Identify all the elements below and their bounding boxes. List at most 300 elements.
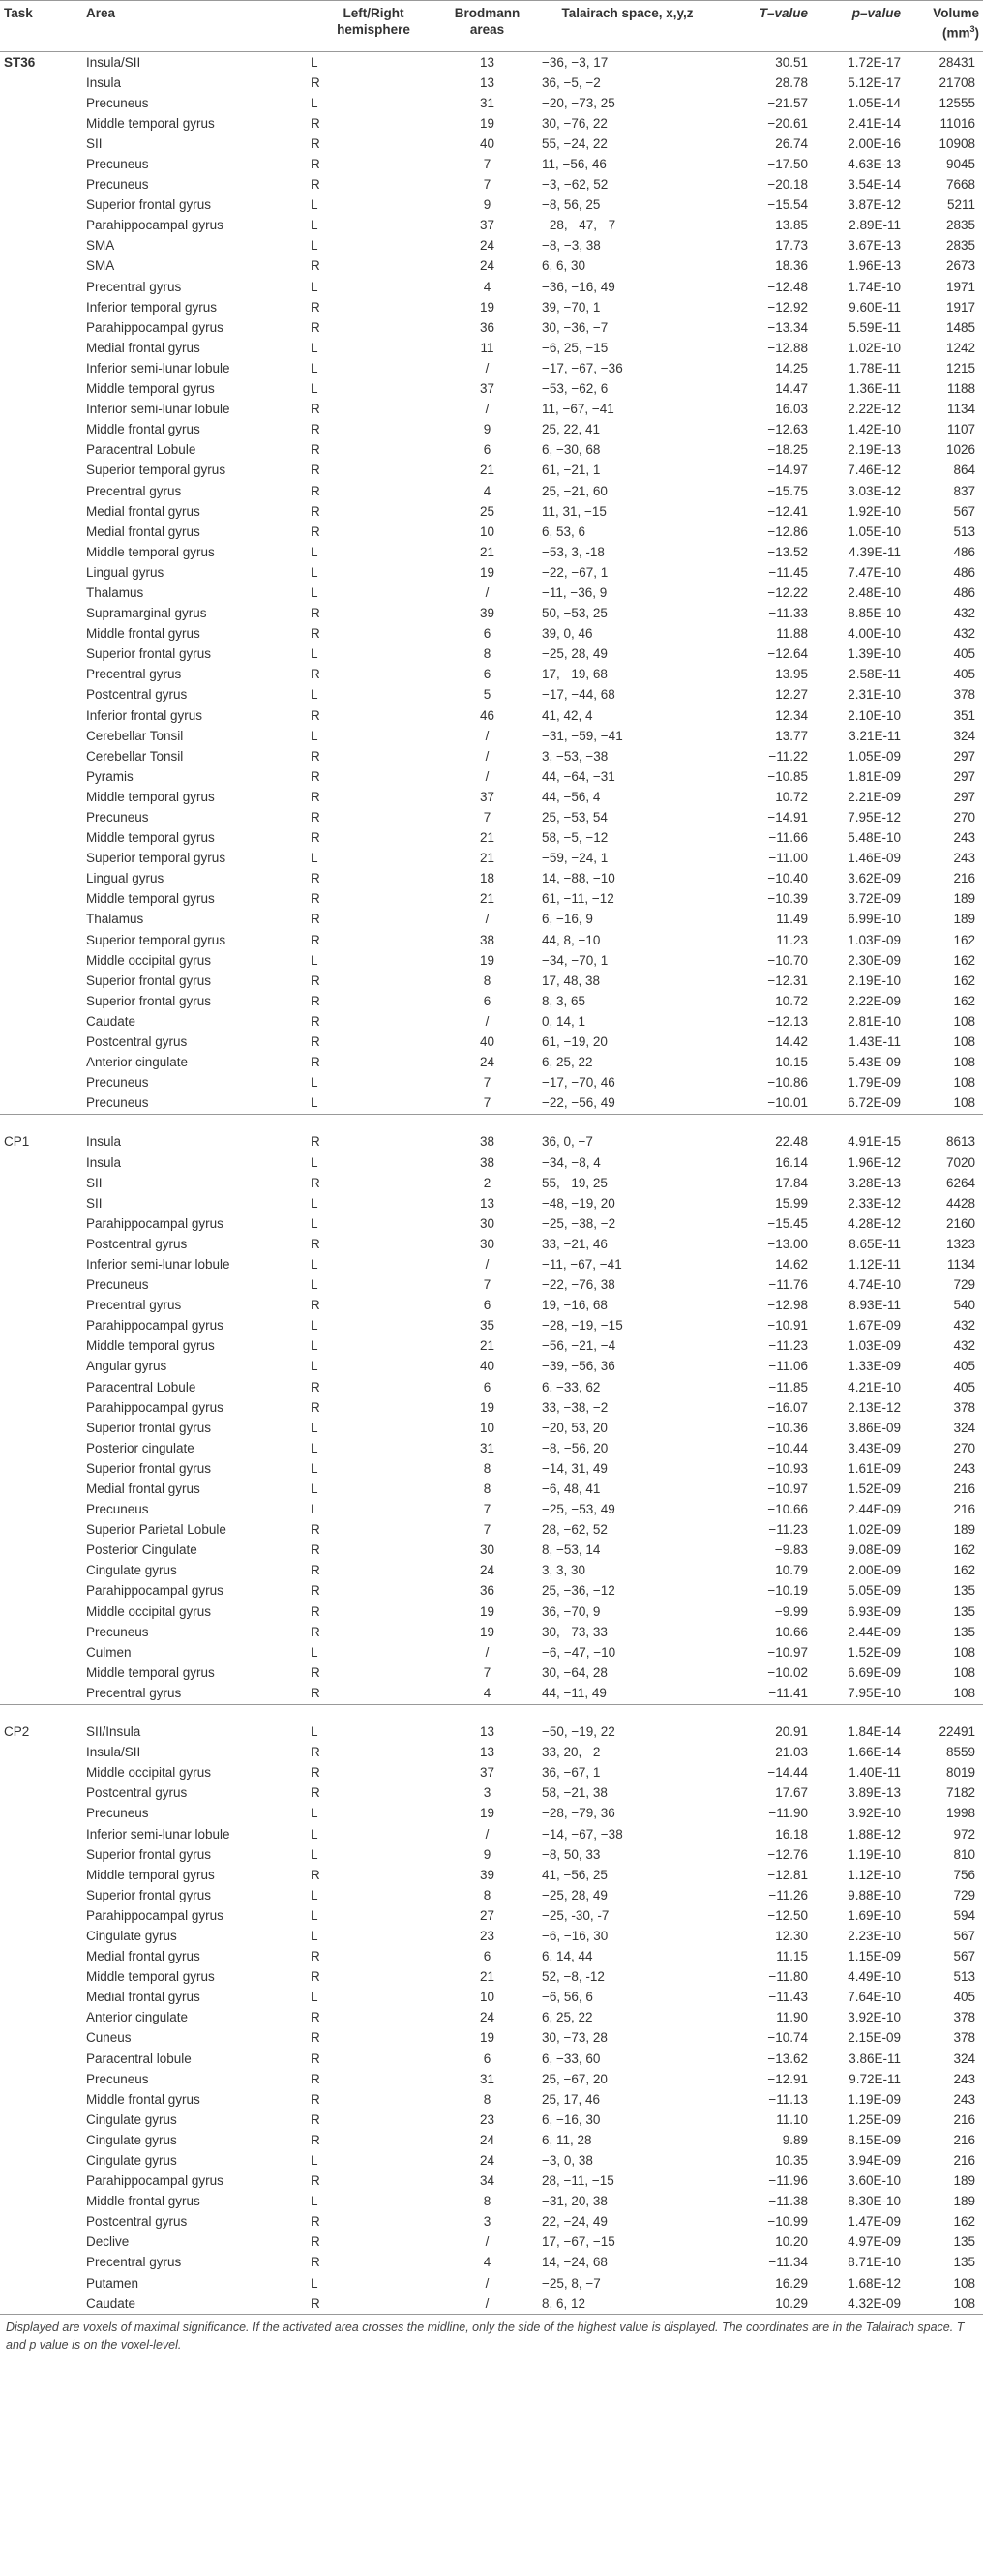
table-row [0, 2293, 983, 2315]
volume-cell: 486 [953, 544, 975, 559]
p-value-cell: 1.52E-09 [848, 1644, 901, 1660]
header-brodmann-line2: areas [469, 22, 505, 37]
volume-cell: 108 [905, 1093, 983, 1115]
brodmann-cell: 21 [479, 851, 495, 866]
hemisphere-cell: L [311, 1502, 318, 1517]
task-cell [0, 991, 82, 1011]
hemisphere-cell: R [311, 1867, 320, 1882]
hemisphere-cell: L [311, 1256, 318, 1272]
p-value-cell: 1.05E-14 [848, 95, 901, 110]
p-value-cell: 2.19E-10 [848, 973, 901, 988]
table-row [0, 1500, 983, 1520]
area-cell: Precuneus [86, 157, 149, 172]
p-value-cell: 2.44E-09 [848, 1624, 901, 1639]
t-value-cell: −11.26 [768, 1887, 808, 1902]
brodmann-cell: 6 [483, 1379, 492, 1394]
area-cell: Parahippocampal gyrus [86, 319, 223, 335]
talairach-cell: 61, −21, 1 [542, 463, 601, 478]
hemisphere-cell: R [311, 1583, 320, 1599]
table-row [0, 910, 983, 930]
volume-cell: 243 [953, 851, 975, 866]
volume-cell: 243 [953, 2091, 975, 2107]
p-value-cell: 2.22E-09 [848, 993, 901, 1008]
t-value-cell: −14.91 [767, 810, 808, 825]
hemisphere-cell: R [311, 2214, 320, 2230]
p-value-cell: 8.93E-11 [849, 1298, 901, 1313]
task-cell [0, 297, 82, 317]
t-value-cell: 10.29 [723, 2293, 812, 2315]
task-cell [0, 317, 82, 338]
t-value-cell: −15.45 [767, 1215, 808, 1231]
hemisphere-cell: R [311, 1785, 320, 1801]
task-cell [0, 1520, 82, 1541]
header-p-value [812, 1, 905, 52]
table-row [0, 2192, 983, 2212]
brodmann-cell: / [485, 2275, 490, 2291]
table-row [0, 1357, 983, 1377]
p-value-cell: 2.15E-09 [848, 2030, 901, 2046]
table-row [0, 1173, 983, 1193]
talairach-cell: 36, −70, 9 [542, 1603, 601, 1619]
area-cell: Supramarginal gyrus [86, 606, 207, 621]
t-value-cell: 14.42 [775, 1034, 808, 1050]
hemisphere-cell: R [311, 2091, 320, 2107]
p-value-cell: 3.60E-10 [848, 2173, 901, 2189]
p-value-cell: 3.94E-09 [848, 2153, 901, 2169]
p-value-cell: 2.23E-10 [848, 1928, 901, 1943]
p-value-cell: 1.74E-10 [848, 279, 901, 294]
t-value-cell: −11.80 [768, 1969, 808, 1985]
volume-cell: 2160 [945, 1215, 975, 1231]
table-row [0, 1153, 983, 1173]
t-value-cell: −16.07 [767, 1399, 808, 1415]
brodmann-cell: 7 [483, 1522, 492, 1538]
t-value-cell: −10.44 [767, 1440, 808, 1455]
volume-cell: 540 [953, 1298, 975, 1313]
hemisphere-cell: R [305, 1683, 442, 1704]
area-cell: Precuneus [86, 1806, 149, 1821]
brodmann-cell: 4 [483, 483, 492, 498]
area-cell: Medial frontal gyrus [86, 1482, 200, 1497]
t-value-cell: 10.72 [775, 993, 808, 1008]
area-cell: Precentral gyrus [86, 667, 182, 682]
p-value-cell: 2.22E-12 [848, 402, 901, 417]
area-cell: Postcentral gyrus [86, 1236, 188, 1251]
table-body [0, 52, 983, 2315]
area-cell: Anterior cingulate [86, 2010, 189, 2025]
table-row [0, 400, 983, 420]
p-value-cell: 2.31E-10 [848, 687, 901, 703]
volume-cell: 378 [953, 1399, 975, 1415]
task-cell [0, 175, 82, 195]
volume-cell: 297 [953, 748, 975, 764]
task-cell [0, 1053, 82, 1073]
p-value-cell: 8.15E-09 [848, 2132, 901, 2147]
brodmann-cell: 19 [479, 1624, 495, 1639]
talairach-cell: 6, 25, 22 [542, 2010, 593, 2025]
area-cell: Superior temporal gyrus [86, 851, 226, 866]
hemisphere-cell: L [311, 728, 318, 743]
area-cell: Middle frontal gyrus [86, 2091, 200, 2107]
talairach-cell: 36, 0, −7 [542, 1134, 593, 1150]
hemisphere-cell: L [311, 1644, 318, 1660]
hemisphere-cell: R [311, 463, 320, 478]
p-value-cell: 1.69E-10 [848, 1907, 901, 1923]
task-cell: CP2 [4, 1724, 30, 1740]
t-value-cell: −11.06 [768, 1359, 808, 1374]
area-cell: Parahippocampal gyrus [86, 1399, 223, 1415]
talairach-cell: 30, −73, 33 [542, 1624, 608, 1639]
task-cell [0, 1011, 82, 1032]
brodmann-cell: 10 [479, 1420, 495, 1435]
task-cell [0, 2253, 82, 2273]
p-value-cell: 5.12E-17 [848, 75, 901, 90]
brodmann-cell: 24 [479, 238, 495, 254]
task-cell [0, 950, 82, 971]
t-value-cell: −15.75 [767, 483, 808, 498]
table-row [0, 1804, 983, 1824]
t-value-cell: −21.57 [767, 95, 808, 110]
area-cell: Paracentral lobule [86, 2051, 192, 2066]
task-cell [0, 1254, 82, 1274]
talairach-cell: −31, −59, −41 [542, 728, 623, 743]
brodmann-cell: 8 [483, 973, 492, 988]
t-value-cell: −20.61 [767, 115, 808, 131]
table-row [0, 849, 983, 869]
t-value-cell: −11.45 [768, 564, 808, 580]
task-cell [0, 542, 82, 562]
p-value-cell: 3.67E-13 [848, 238, 901, 254]
volume-cell: 486 [953, 564, 975, 580]
p-value-cell: 4.63E-13 [848, 157, 901, 172]
area-cell: Middle temporal gyrus [86, 1338, 215, 1354]
area-cell: Precentral gyrus [86, 2255, 182, 2270]
task-cell [0, 1865, 82, 1885]
hemisphere-cell: R [311, 2030, 320, 2046]
hemisphere-cell: R [311, 258, 320, 274]
table-row [0, 154, 983, 174]
volume-cell: 1998 [945, 1806, 975, 1821]
area-cell: Postcentral gyrus [86, 2214, 188, 2230]
group-spacer [0, 1704, 983, 1722]
task-cell [0, 1926, 82, 1946]
area-cell: Posterior cingulate [86, 1440, 194, 1455]
area-cell: Cingulate gyrus [86, 2132, 177, 2147]
header-hemisphere-line2: hemisphere [337, 22, 410, 37]
brodmann-cell: / [485, 1013, 490, 1029]
area-cell: Postcentral gyrus [86, 1034, 188, 1050]
volume-cell: 297 [953, 789, 975, 804]
hemisphere-cell: R [311, 973, 320, 988]
p-value-cell: 3.72E-09 [848, 891, 901, 907]
p-value-cell: 1.02E-09 [848, 1522, 901, 1538]
area-cell: Insula [86, 1154, 122, 1170]
task-cell [0, 73, 82, 93]
task-cell [0, 1458, 82, 1479]
p-value-cell: 2.44E-09 [848, 1502, 901, 1517]
task-cell [0, 1500, 82, 1520]
talairach-cell: −8, −3, 38 [542, 238, 601, 254]
t-value-cell: −11.34 [768, 2255, 808, 2270]
t-value-cell: −10.01 [723, 1093, 812, 1115]
hemisphere-cell: L [311, 1826, 318, 1842]
volume-cell: 189 [953, 2194, 975, 2209]
table-row [0, 562, 983, 583]
brodmann-cell: 8 [483, 2194, 492, 2209]
hemisphere-cell: L [311, 1359, 318, 1374]
table-row [0, 1541, 983, 1561]
brodmann-cell: 38 [479, 932, 495, 947]
talairach-cell: −25, −38, −2 [542, 1215, 616, 1231]
t-value-cell: −12.64 [767, 646, 808, 662]
task-cell [0, 1683, 82, 1704]
talairach-cell: 14, −88, −10 [542, 871, 615, 886]
group-spacer-cell [0, 1704, 983, 1722]
area-cell: Thalamus [86, 912, 144, 927]
volume-cell: 216 [953, 1502, 975, 1517]
volume-cell: 432 [953, 626, 975, 642]
table-row [0, 1865, 983, 1885]
hemisphere-cell: R [311, 2112, 320, 2127]
hemisphere-cell: R [311, 75, 320, 90]
area-cell: Superior Parietal Lobule [86, 1522, 226, 1538]
p-value-cell: 6.99E-10 [848, 912, 901, 927]
hemisphere-cell: R [311, 932, 320, 947]
volume-cell: 108 [953, 1034, 975, 1050]
p-value-cell: 2.30E-09 [848, 952, 901, 968]
brodmann-cell: 30 [479, 1236, 495, 1251]
task-cell [0, 726, 82, 746]
t-value-cell: −13.62 [767, 2051, 808, 2066]
task-cell [0, 2049, 82, 2069]
p-value-cell: 1.40E-11 [849, 1765, 901, 1781]
volume-cell: 864 [953, 463, 975, 478]
table-row [0, 1844, 983, 1865]
task-cell [0, 1193, 82, 1213]
table-row [0, 501, 983, 522]
table-row [0, 1438, 983, 1458]
p-value-cell: 8.85E-10 [848, 606, 901, 621]
talairach-cell: 33, −38, −2 [542, 1399, 609, 1415]
hemisphere-cell: R [311, 483, 320, 498]
t-value-cell: −11.13 [768, 2091, 808, 2107]
hemisphere-cell: L [311, 564, 318, 580]
header-volume-line2: (mm [941, 25, 970, 41]
talairach-cell: 8, 3, 65 [542, 993, 586, 1008]
p-value-cell: 2.89E-11 [849, 218, 901, 233]
hemisphere-cell: L [311, 1724, 318, 1740]
volume-cell: 108 [905, 2293, 983, 2315]
p-value-cell: 9.60E-11 [849, 299, 901, 315]
brodmann-cell: 11 [480, 340, 494, 355]
area-cell: Cingulate gyrus [86, 1563, 177, 1578]
table-row [0, 175, 983, 195]
area-cell: Postcentral gyrus [86, 1785, 188, 1801]
hemisphere-cell: R [311, 1765, 320, 1781]
p-value-cell: 4.28E-12 [848, 1215, 901, 1231]
task-cell [0, 1967, 82, 1988]
t-value-cell: 16.29 [775, 2275, 808, 2291]
p-value-cell: 1.39E-10 [848, 646, 901, 662]
table-row [0, 869, 983, 889]
talairach-cell: −6, −16, 30 [542, 1928, 609, 1943]
volume-cell: 1917 [945, 299, 975, 315]
t-value-cell: −9.99 [774, 1603, 808, 1619]
table-row [0, 787, 983, 807]
task-cell [0, 746, 82, 766]
volume-cell: 135 [953, 1603, 975, 1619]
task-cell [0, 1438, 82, 1458]
task-cell: CP1 [4, 1134, 30, 1150]
talairach-cell: −25, 28, 49 [542, 1887, 608, 1902]
volume-cell: 108 [953, 1664, 975, 1680]
table-row [0, 807, 983, 827]
volume-cell: 108 [905, 1683, 983, 1704]
table-row [0, 2212, 983, 2232]
t-value-cell: 11.88 [776, 626, 808, 642]
t-value-cell: 16.18 [775, 1826, 808, 1842]
brodmann-cell: 37 [479, 218, 495, 233]
table-row [0, 583, 983, 603]
brodmann-cell: 13 [479, 1195, 495, 1211]
task-cell [0, 869, 82, 889]
hemisphere-cell: R [311, 422, 320, 437]
table-row [0, 317, 983, 338]
p-value-cell: 2.00E-09 [848, 1563, 901, 1578]
brodmann-cell: 19 [479, 2030, 495, 2046]
p-value-cell: 1.78E-11 [849, 360, 901, 375]
p-value-cell: 2.00E-16 [848, 135, 901, 151]
hemisphere-cell: R [311, 503, 320, 519]
p-value-cell: 2.48E-10 [848, 584, 901, 600]
brodmann-cell: 8 [483, 646, 492, 662]
hemisphere-cell: L [311, 238, 318, 254]
talairach-cell: 6, 11, 28 [542, 2132, 592, 2147]
task-cell [0, 1418, 82, 1438]
area-cell: Cingulate gyrus [86, 2153, 177, 2169]
brodmann-cell: 23 [479, 2112, 495, 2127]
talairach-cell: 6, 6, 30 [542, 258, 586, 274]
area-cell: Middle temporal gyrus [86, 1867, 215, 1882]
brodmann-cell: 4 [442, 1683, 532, 1704]
table-footnote: Displayed are voxels of maximal significance. If the activated area crosses the midline, only the side of the highest value is displayed. The coordinates are in the Talairach space. T and p value is on the voxel-level. [6, 2321, 965, 2352]
table-row [0, 134, 983, 154]
talairach-cell: −8, 50, 33 [542, 1846, 601, 1862]
table-row [0, 1033, 983, 1053]
header-hemisphere [305, 1, 442, 52]
table-row [0, 2273, 983, 2293]
talairach-cell: 30, −36, −7 [542, 319, 609, 335]
area-cell: Precentral gyrus [86, 483, 182, 498]
talairach-cell: 61, −11, −12 [542, 891, 614, 907]
table-row [0, 665, 983, 685]
task-cell [0, 1561, 82, 1581]
area-cell: Middle occipital gyrus [86, 1765, 212, 1781]
volume-cell: 378 [953, 2010, 975, 2025]
brodmann-cell: 30 [479, 1215, 495, 1231]
t-value-cell: −11.76 [768, 1277, 808, 1293]
table-row [0, 1885, 983, 1905]
talairach-cell: 39, 0, 46 [542, 626, 593, 642]
task-cell [0, 583, 82, 603]
p-value-cell: 3.92E-10 [848, 2010, 901, 2025]
volume-cell: 108 [953, 1013, 975, 1029]
hemisphere-cell: L [311, 218, 318, 233]
volume-cell: 4428 [945, 1195, 975, 1211]
volume-cell: 216 [953, 2132, 975, 2147]
task-cell [0, 849, 82, 869]
talairach-cell: −3, 0, 38 [542, 2153, 593, 2169]
task-cell [0, 807, 82, 827]
task-cell [0, 2028, 82, 2049]
hemisphere-cell: R [311, 810, 320, 825]
area-cell: Parahippocampal gyrus [86, 1907, 223, 1923]
volume-cell: 378 [953, 687, 975, 703]
table-row [0, 1763, 983, 1783]
t-value-cell: −9.83 [774, 1543, 808, 1558]
hemisphere-cell: R [311, 135, 320, 151]
t-value-cell: −11.00 [768, 851, 808, 866]
table-row [0, 1336, 983, 1357]
volume-cell: 297 [953, 768, 975, 784]
volume-cell: 28431 [938, 54, 975, 70]
task-cell [0, 195, 82, 216]
brodmann-cell: 13 [479, 54, 495, 70]
volume-cell: 162 [953, 952, 975, 968]
task-cell [0, 1296, 82, 1316]
table-row [0, 1561, 983, 1581]
table-row [0, 358, 983, 378]
talairach-cell: 52, −8, -12 [542, 1969, 605, 1985]
t-value-cell: −11.23 [768, 1522, 808, 1538]
talairach-cell: 11, 31, −15 [542, 503, 607, 519]
table-row [0, 113, 983, 134]
t-value-cell: 10.20 [775, 2234, 808, 2250]
area-cell: Declive [86, 2234, 130, 2250]
area-cell: Medial frontal gyrus [86, 1949, 200, 1964]
p-value-cell: 3.21E-11 [849, 728, 901, 743]
table-row [0, 1662, 983, 1683]
task-cell [0, 154, 82, 174]
volume-cell: 189 [953, 891, 975, 907]
p-value-cell: 3.92E-10 [848, 1806, 901, 1821]
volume-cell: 7668 [945, 177, 975, 193]
brodmann-cell: 7 [483, 1277, 492, 1293]
p-value-cell: 8.65E-11 [849, 1236, 901, 1251]
brodmann-cell: / [485, 1826, 490, 1842]
task-cell [0, 2069, 82, 2089]
p-value-cell: 3.54E-14 [848, 177, 901, 193]
task-cell [0, 2293, 82, 2315]
hemisphere-cell: L [311, 1154, 318, 1170]
task-cell [0, 2150, 82, 2171]
hemisphere-cell: R [311, 442, 320, 458]
volume-cell: 1323 [945, 1236, 975, 1251]
table-row [0, 1967, 983, 1988]
talairach-cell: −14, 31, 49 [542, 1460, 608, 1476]
area-cell: Insula/SII [86, 54, 141, 70]
table-row [0, 73, 983, 93]
hemisphere-cell: L [311, 646, 318, 662]
area-cell: Parahippocampal gyrus [86, 1583, 223, 1599]
t-value-cell: −13.34 [767, 319, 808, 335]
p-value-cell: 1.68E-12 [848, 2275, 901, 2291]
t-value-cell: 14.25 [775, 360, 808, 375]
t-value-cell: −10.93 [767, 1460, 808, 1476]
talairach-cell: 22, −24, 49 [542, 2214, 608, 2230]
hemisphere-cell: R [311, 1664, 320, 1680]
talairach-cell: 50, −53, 25 [542, 606, 608, 621]
